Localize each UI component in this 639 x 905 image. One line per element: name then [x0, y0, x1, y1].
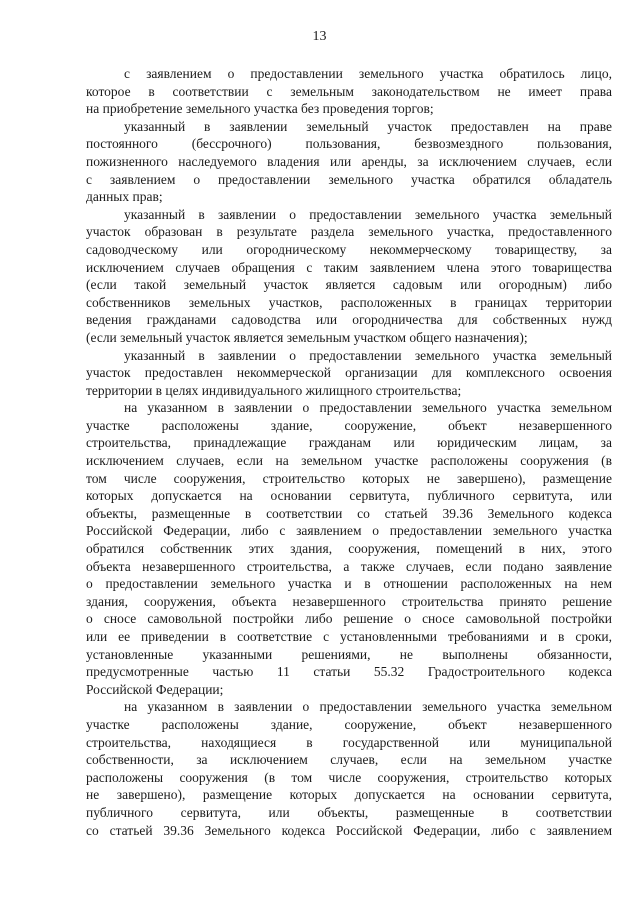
text-line: строительства, принадлежащие гражданам или юридическим лицам, за	[86, 435, 612, 451]
text-line: Российской Федерации, либо с заявлением о предоставлении земельного участка	[86, 523, 612, 539]
text-line: участок предоставлен некоммерческой организации для комплексного освоения	[86, 365, 612, 381]
text-line: обратился собственник этих здания, сооружения, помещений в них, этого	[86, 541, 612, 557]
text-line: участок образован в результате раздела земельного участка, предоставленного	[86, 224, 612, 240]
paragraph	[86, 347, 612, 400]
text-line: установленные указанными решениями, не выполнены обязанности,	[86, 646, 612, 662]
paragraph	[86, 698, 612, 839]
text-line: указанный в заявлении о предоставлении земельного участка земельный	[124, 347, 612, 363]
text-line: указанный в заявлении земельный участок предоставлен на праве	[124, 118, 612, 134]
text-line: о сносе самовольной постройки либо решение о сносе самовольной постройки	[86, 611, 612, 627]
text-line: пожизненного наследуемого владения или аренды, за исключением случаев, если	[86, 153, 612, 169]
text-line: с заявлением о предоставлении земельного участка обратился обладатель	[86, 171, 612, 187]
text-line: на приобретение земельного участка без проведения торгов;	[86, 101, 434, 117]
text-line: (если такой земельный участок является садовым или огородным) либо	[86, 277, 612, 293]
text-line: данных прав;	[86, 189, 163, 205]
text-line: собственности, за исключением случаев, если на земельном участке	[86, 752, 612, 768]
text-line: о предоставлении земельного участка и в отношении расположенных на нем	[86, 576, 612, 592]
text-line: указанный в заявлении о предоставлении земельного участка земельный	[124, 206, 612, 222]
text-line: участке расположены здание, сооружение, объект незавершенного	[86, 417, 612, 433]
page-number: 13	[312, 29, 327, 44]
text-line: Российской Федерации;	[86, 681, 224, 697]
text-line: (если земельный участок является земельным участком общего назначения);	[86, 329, 528, 345]
text-line: объекта незавершенного строительства, а также случаев, если подано заявление	[86, 558, 612, 574]
text-line: строительства, находящиеся в государственной или муниципальной	[86, 734, 612, 750]
paragraph	[86, 399, 612, 698]
text-line: объекты, размещенные в соответствии со статьей 39.36 Земельного кодекса	[86, 505, 612, 521]
text-line: садоводческому или огородническому некоммерческому товариществу, за	[86, 241, 612, 257]
text-line: ведения гражданами садоводства или огородничества для собственных нужд	[86, 312, 612, 328]
text-line: участке расположены здание, сооружение, объект незавершенного	[86, 716, 612, 732]
text-line: на указанном в заявлении о предоставлении земельного участка земельном	[124, 699, 612, 715]
text-line: которое в соответствии с земельным законодательством не имеет права	[86, 83, 612, 99]
text-line: постоянного (бессрочного) пользования, безвозмездного пользования,	[86, 136, 612, 152]
paragraph	[86, 206, 612, 347]
text-line: исключением случаев обращения с таким заявлением члена этого товарищества	[86, 259, 612, 275]
text-line: собственников земельных участков, расположенных в границах территории	[86, 294, 612, 310]
text-line: на указанном в заявлении о предоставлении земельного участка земельном	[124, 400, 612, 416]
text-line: которых допускается на основании сервитута, публичного сервитута, или	[86, 488, 612, 504]
text-line: территории в целях индивидуального жилищного строительства;	[86, 382, 462, 398]
text-line: публичного сервитута, или объекты, размещенные в соответствии	[86, 804, 612, 820]
text-line: том числе сооружения, строительство которых не завершено), размещение	[86, 470, 612, 486]
text-line: исключением случаев, если на земельном участке расположены сооружения (в	[86, 453, 612, 469]
text-line: расположены сооружения (в том числе сооружения, строительство которых	[86, 769, 612, 785]
text-line: не завершено), размещение которых допускается на основании сервитута,	[86, 787, 612, 803]
text-line: или ее приведении в соответствие с установленными требованиями и в сроки,	[86, 629, 612, 644]
text-line: со статьей 39.36 Земельного кодекса Российской Федерации, либо с заявлением	[86, 822, 612, 838]
paragraph	[86, 118, 612, 206]
text-line: предусмотренные частью 11 статьи 55.32 Градостроительного кодекса	[86, 664, 612, 680]
paragraph	[86, 65, 612, 118]
document-body	[86, 65, 612, 839]
text-line: здания, сооружения, объекта незавершенного строительства принято решение	[86, 593, 612, 609]
text-line: с заявлением о предоставлении земельного участка обратилось лицо,	[124, 66, 612, 81]
